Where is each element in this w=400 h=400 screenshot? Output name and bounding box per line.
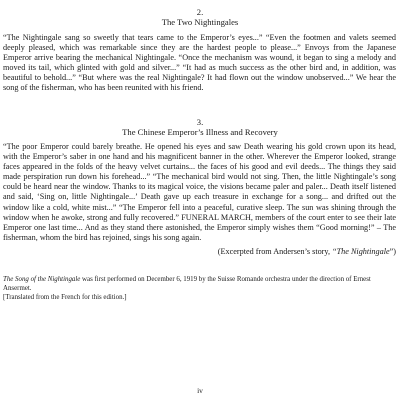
section-2-number: 2.: [196, 7, 204, 17]
attribution: [218, 247, 396, 257]
section-2-paragraph: “The Nightingale sang so sweetly that tears came to the Emperor’s eyes...” “Even the footmen and valets seemed deeply pleased, which was remarkable since they are the hardest people to please...” Envoys from the Japanese Emperor arrive bearing the mechanical Nightingale. “Once the mechanism was wound, it began to sing a melody and moved its tail, which glinted with gold and silver...” “It had as much success as the other bird and, in addition, was beautiful to behold...” “But where was the real Nightingale? It had flown out the window unobserved...” We hear the song of the fisherman, who has been reunited with his friend.: [3, 33, 396, 93]
section-3-title: The Chinese Emperor’s Illness and Recovery: [122, 127, 278, 137]
section-2-title: The Two Nightingales: [161, 17, 239, 27]
footnote-text: was first performed on December 6, 1919 by the Suisse Romande orchestra under the direction of Ernest Ansermet.: [3, 276, 371, 292]
performance-footnote: [3, 275, 396, 302]
section-3-number: 3.: [196, 117, 204, 127]
page-number: iv: [197, 386, 203, 395]
attribution-suffix: ”): [389, 247, 396, 256]
footnote-work-title: The Song of the Nightingale: [3, 276, 81, 283]
section-3-paragraph: “The poor Emperor could barely breathe. He opened his eyes and saw Death wearing his gold crown upon its head, with the Emperor’s saber in one hand and his magnificent banner in the other. Wherever the Emperor looked, strange faces appeared in the folds of the heavy velvet curtains... the faces of his good and evil deeds... The things they said made perspiration run down his forehead...” “The mechanical bird would not sing. Then, the little Nightingale’s song could be heard near the window. Thanks to its magical voice, the visions became paler and paler... Death itself listened and said, ‘Sing on, little Nightingale...’ Death gave up each treasure in exchange for a song... and drifted out the window like a cold, white mist...” “The Emperor fell into a peaceful, curative sleep. The sun was shining through the window when he awoke, strong and fully recovered.” FUNERAL MARCH, members of the court enter to see their late Emperor one last time... And as they stand there astonished, the Emperor simply wishes them “Good morning!” – The fisherman, whom the bird has rejoined, sings his song again.: [3, 142, 396, 242]
attribution-prefix: (Excerpted from Andersen’s story,: [217, 247, 333, 256]
attribution-work-title: “The Nightingale: [332, 247, 390, 256]
translation-note: [Translated from the French for this edition.]: [3, 294, 127, 301]
